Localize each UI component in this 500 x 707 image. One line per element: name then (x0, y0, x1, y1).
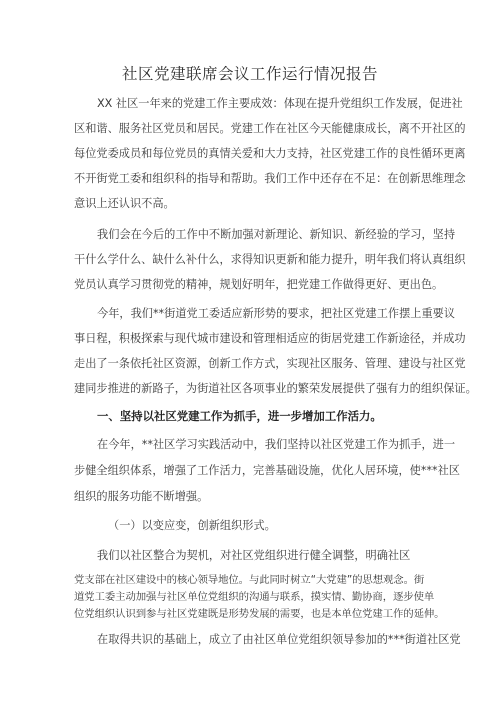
paragraph-line: 道党工委主动加强与社区单位党组织的沟通与联系，摸实情、勤协商，逐步使单 (74, 591, 435, 603)
paragraph-line: 党支部在社区建设中的核心领导地位。与此同时树立“大党建”的思想观念。街 (74, 574, 425, 586)
paragraph-line: 组织的服务功能不断增强。 (74, 490, 209, 503)
paragraph-line: 位党组织认识到参与社区党建既是形势发展的需要，也是本单位党建工作的延伸。 (74, 608, 445, 620)
paragraph-line: 不开街党工委和组织科的指导和帮助。我们工作中还存在不足：在创新思维理念 (74, 172, 466, 185)
paragraph-line: 走出了一条依托社区资源，创新工作方式，实现社区服务、管理、建设与社区党 (74, 357, 466, 370)
paragraph-line: 干什么学什么、缺什么补什么，求得知识更新和能力提升，明年我们将认真组织 (74, 253, 466, 266)
paragraph-line: 步健全组织体系，增强了工作活力，完善基础设施，优化人居环境，使***社区 (74, 464, 460, 477)
subsection-heading: （一）以变应变，创新组织形式。 (108, 519, 276, 532)
paragraph-line: XX 社区一年来的党建工作主要成效：体现在提升党组织工作发展，促进社 (97, 97, 463, 110)
paragraph-line: 意识上还认识不高。 (74, 197, 175, 210)
paragraph-line: 事日程，积极探索与现代城市建设和管理相适应的街居党建工作新途径，并成功 (74, 332, 466, 345)
paragraph-line: 今年，我们**街道党工委适应新形势的要求，把社区党建工作摆上重要议 (97, 307, 456, 320)
paragraph-line: 在取得共识的基础上，成立了由社区单位党组织领导参加的***街道社区党 (97, 633, 461, 646)
page-title: 社区党建联席会议工作运行情况报告 (121, 65, 378, 83)
paragraph-line: 在今年，**社区学习实践活动中，我们坚持以社区党建工作为抓手，进一 (97, 438, 456, 451)
paragraph-line: 党员认真学习贯彻党的精神，规划好明年，把党建工作做得更好、更出色。 (74, 278, 444, 291)
paragraph-line: 区和谐、服务社区党员和居民。党建工作在社区今天能健康成长，离不开社区的 (74, 122, 466, 135)
paragraph-line: 我们以社区整合为契机，对社区党组织进行健全调整，明确社区 (97, 549, 411, 562)
paragraph-line: 每位党委成员和每位党员的真情关爱和大力支持，社区党建工作的良性循环更离 (74, 147, 466, 160)
paragraph-line: 建同步推进的新路子，为街道社区各项事业的繁荣发展提供了强有力的组织保证。 (74, 382, 477, 395)
section-heading: 一、坚持以社区党建工作为抓手，进一步增加工作活力。 (97, 409, 382, 423)
paragraph-line: 我们会在今后的工作中不断加强对新理论、新知识、新经验的学习，坚持 (97, 228, 456, 241)
